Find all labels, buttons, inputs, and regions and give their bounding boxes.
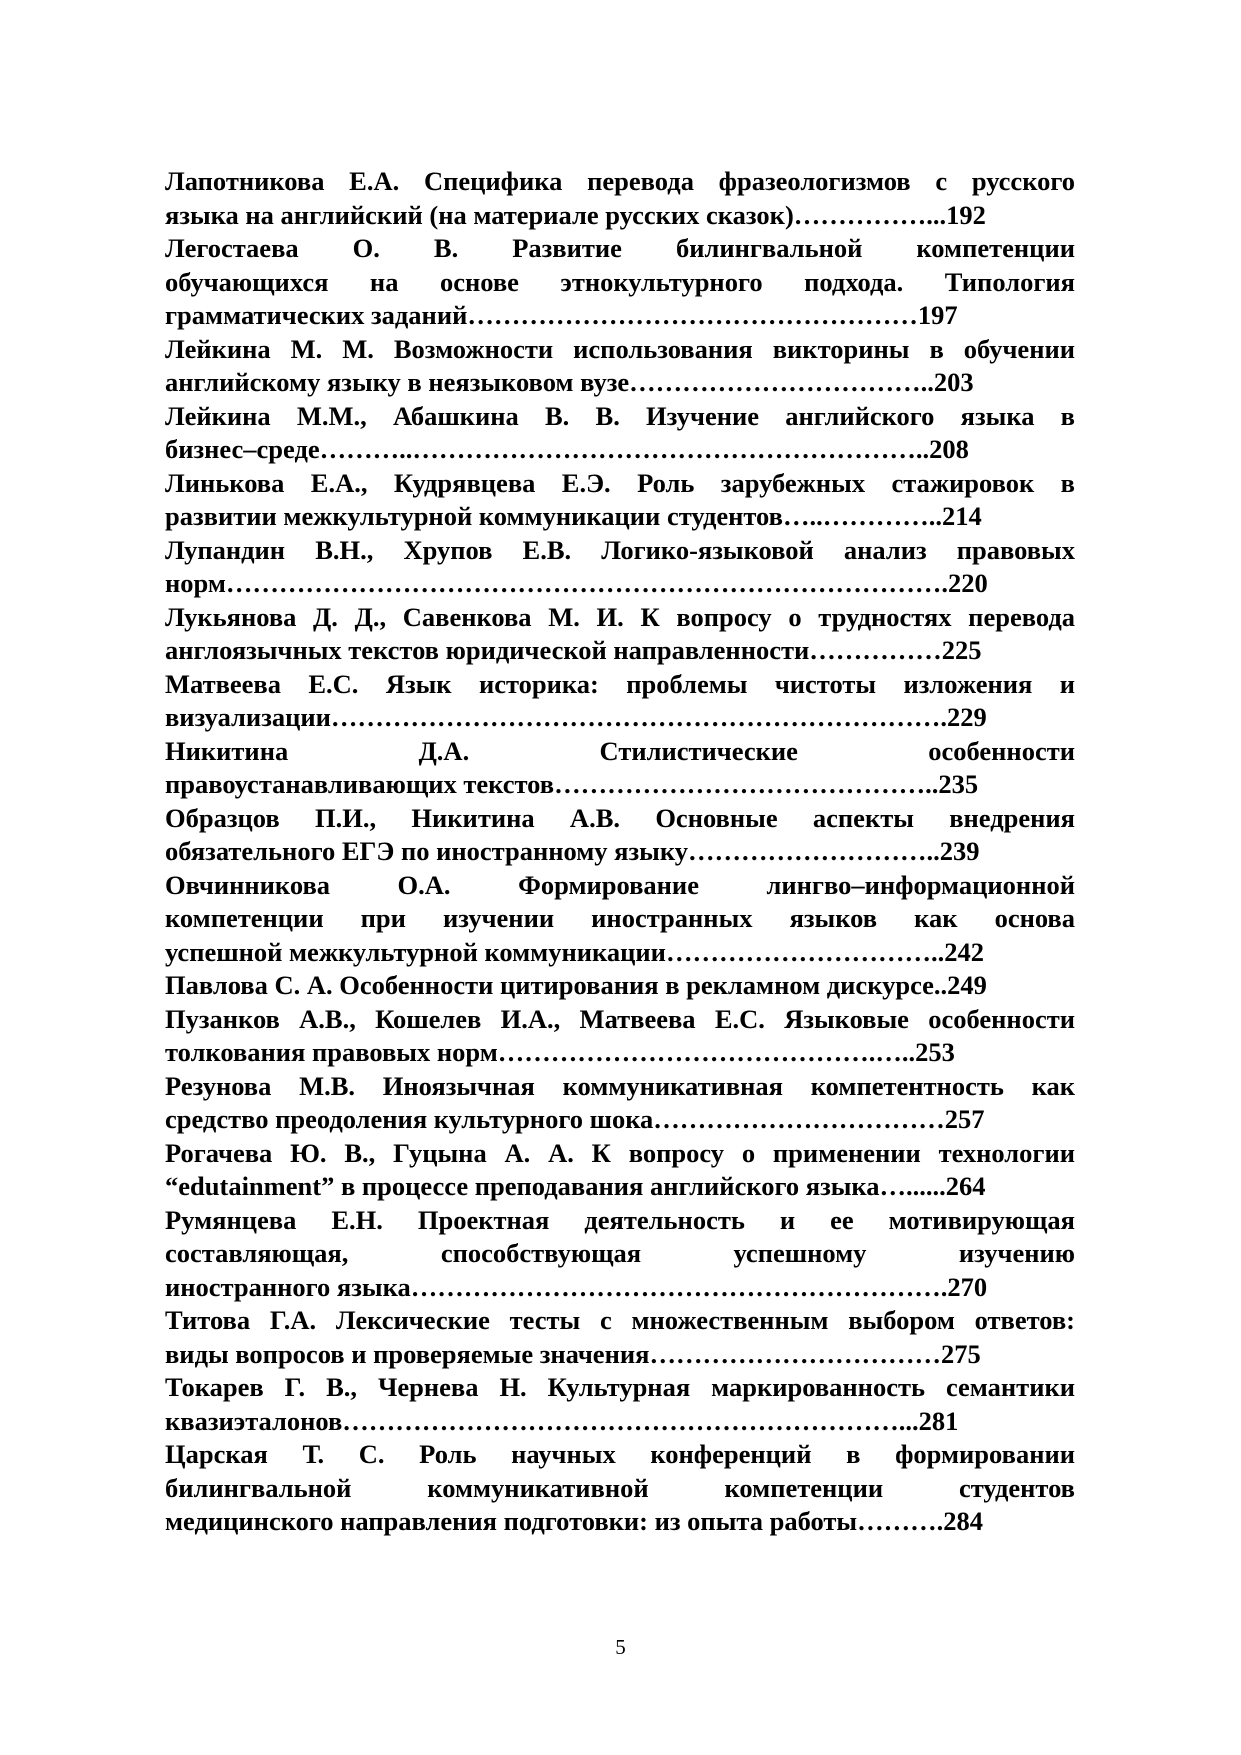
- toc-entry-line: иностранного языка…………………………………………………….270: [165, 1271, 988, 1302]
- toc-entry-line: Лейкина М.М., Абашкина В. В. Изучение английского языка в: [165, 400, 1075, 431]
- toc-entry-line: языка на английский (на материале русских сказок)……………...192: [165, 199, 986, 230]
- toc-entry-line: средство преодоления культурного шока……………………………257: [165, 1104, 985, 1134]
- toc-entry-line: Титова Г.А. Лексические тесты с множественным выбором ответов:: [165, 1305, 1075, 1335]
- page-number: 5: [615, 1635, 626, 1659]
- toc-entry-line: компетенции при изучении иностранных языков как основа: [165, 903, 1075, 933]
- toc-entry-line: виды вопросов и проверяемые значения……………………………275: [165, 1338, 981, 1369]
- toc-entry-line: норм……………………………………………………………………….220: [165, 568, 988, 598]
- toc-entry-line: Образцов П.И., Никитина А.В. Основные аспекты внедрения: [165, 802, 1075, 833]
- toc-entry: [165, 534, 1075, 601]
- toc-entry-line: Линькова Е.А., Кудрявцева Е.Э. Роль зарубежных стажировок в: [165, 467, 1075, 498]
- toc-entry: [165, 735, 1075, 802]
- toc-entry-line: Никитина Д.А. Стилистические особенности: [165, 735, 1075, 766]
- toc-entry-line: обучающихся на основе этнокультурного подхода. Типология: [165, 266, 1075, 297]
- toc-entry-line: квазиэталонов………………………………………………………...281: [165, 1405, 959, 1436]
- toc-entry-line: Лупандин В.Н., Хрупов Е.В. Логико-языковой анализ правовых: [165, 534, 1075, 565]
- toc-entry-line: Царская Т. С. Роль научных конференций в формировании: [165, 1439, 1075, 1469]
- toc-entry-line: Пузанков А.В., Кошелев И.А., Матвеева Е.С. Языковые особенности: [165, 1003, 1075, 1034]
- toc-entry-line: успешной межкультурной коммуникации…………………………..242: [165, 936, 984, 967]
- toc-entry: [165, 1070, 1075, 1137]
- toc-entry-line: Матвеева Е.С. Язык историка: проблемы чистоты изложения и: [165, 668, 1075, 699]
- toc-entry: [165, 400, 1075, 467]
- toc-entry-line: составляющая, способствующая успешному изучению: [165, 1238, 1075, 1268]
- toc-entry-line: визуализации…………………………………………………………….229: [165, 702, 987, 732]
- table-of-contents: [165, 165, 1075, 1539]
- toc-entry-line: Легостаева О. В. Развитие билингвальной компетенции: [165, 233, 1075, 263]
- toc-entry: [165, 1204, 1075, 1305]
- toc-entry-line: английскому языку в неязыковом вузе……………………………..203: [165, 367, 974, 397]
- toc-entry-line: Лейкина М. М. Возможности использования викторины в обучении: [165, 333, 1075, 364]
- toc-entry: [165, 467, 1075, 534]
- toc-entry: [165, 969, 1075, 1003]
- toc-entry-line: обязательного ЕГЭ по иностранному языку………………………..239: [165, 836, 980, 866]
- toc-entry-line: толкования правовых норм…………………………………….…..253: [165, 1037, 955, 1067]
- toc-entry: [165, 668, 1075, 735]
- toc-entry-line: билингвальной коммуникативной компетенции студентов: [165, 1472, 1075, 1503]
- toc-entry-line: Токарев Г. В., Чернева Н. Культурная маркированность семантики: [165, 1372, 1075, 1402]
- toc-entry-line: Лапотникова Е.А. Специфика перевода фразеологизмов с русского: [165, 166, 1075, 196]
- toc-entry-line: бизнес–среде………..…………………………………………………..208: [165, 434, 969, 464]
- toc-entry: [165, 1438, 1075, 1539]
- toc-entry: [165, 232, 1075, 333]
- toc-entry: [165, 1003, 1075, 1070]
- toc-entry: [165, 802, 1075, 869]
- toc-entry-line: грамматических заданий……………………………………………197: [165, 300, 958, 330]
- toc-entry-line: “edutainment” в процессе преподавания английского языка…......264: [165, 1171, 986, 1201]
- toc-entry-line: Резунова М.В. Иноязычная коммуникативная компетентность как: [165, 1070, 1075, 1101]
- toc-entry: [165, 869, 1075, 970]
- toc-entry: [165, 1304, 1075, 1371]
- toc-entry-line: медицинского направления подготовки: из опыта работы……….284: [165, 1506, 983, 1536]
- toc-entry: [165, 1371, 1075, 1438]
- toc-entry-line: правоустанавливающих текстов……………………………………..235: [165, 769, 979, 799]
- toc-entry: [165, 165, 1075, 232]
- toc-entry-line: Лукьянова Д. Д., Савенкова М. И. К вопросу о трудностях перевода: [165, 601, 1075, 632]
- toc-entry-line: англоязычных текстов юридической направленности……………225: [165, 635, 982, 665]
- toc-entry-line: Овчинникова О.А. Формирование лингво–информационной: [165, 869, 1075, 900]
- toc-entry: [165, 1137, 1075, 1204]
- toc-entry: [165, 333, 1075, 400]
- toc-entry-line: Рогачева Ю. В., Гуцына А. А. К вопросу о применении технологии: [165, 1137, 1075, 1168]
- toc-entry-line: Павлова С. А. Особенности цитирования в рекламном дискурсе..249: [165, 970, 987, 1000]
- toc-entry-line: Румянцева Е.Н. Проектная деятельность и ее мотивирующая: [165, 1204, 1075, 1235]
- toc-entry-line: развитии межкультурной коммуникации студентов…..…………..214: [165, 501, 982, 531]
- toc-entry: [165, 601, 1075, 668]
